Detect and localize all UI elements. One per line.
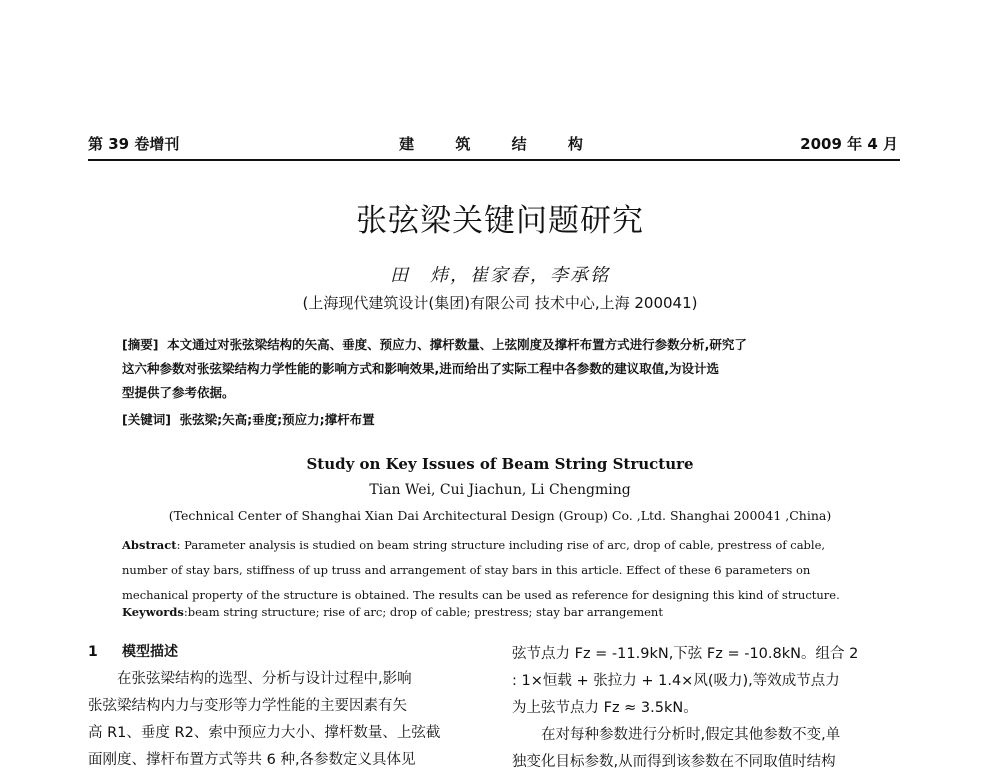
section-heading: [88, 641, 178, 661]
header-rule: [88, 159, 900, 161]
abstract-cn-line: 这六种参数对张弦梁结构力学性能的影响方式和影响效果,进而给出了实际工程中各参数的建议取值,为设计选: [122, 361, 719, 376]
body-line: 面刚度、撑杆布置方式等共 6 种,各参数定义具体见: [88, 752, 416, 768]
body-line: 为上弦节点力 Fz ≈ 3.5kN。: [512, 700, 698, 716]
abstract-cn-label: [摘要]: [122, 337, 159, 352]
keywords-en-text: :beam string structure; rise of arc; drop of cable; prestress; stay bar arrangement: [183, 605, 663, 619]
body-column-right: [512, 641, 912, 776]
abstract-cn-line: 型提供了参考依据。: [122, 385, 235, 400]
keywords-cn-text: 张弦梁;矢高;垂度;预应力;撑杆布置: [179, 412, 375, 427]
paper-title-cn: 张弦梁关键问题研究: [356, 203, 644, 239]
abstract-en-line: mechanical property of the structure is obtained. The results can be used as reference for designing this kind of structure.: [122, 588, 840, 602]
header-volume: 第 39 卷增刊: [88, 135, 180, 153]
affiliation-cn: (上海现代建筑设计(集团)有限公司 技术中心,上海 200041): [302, 294, 698, 312]
abstract-en-text: : Parameter analysis is studied on beam string structure including rise of arc, drop of cable, prestress of cable,: [176, 538, 826, 552]
authors-cn: 田 炜，崔家春，李承铭: [390, 265, 610, 286]
header-journal-name: 建 筑 结 构: [399, 135, 601, 153]
abstract-en-line: number of stay bars, stiffness of up truss and arrangement of stay bars in this article. Effect of these 6 parameters on: [122, 563, 811, 577]
keywords-cn: [122, 410, 375, 428]
body-line: 弦节点力 Fz = -11.9kN,下弦 Fz = -10.8kN。组合 2: [512, 646, 859, 662]
body-column-left: [88, 666, 488, 774]
body-line: 高 R1、垂度 R2、索中预应力大小、撑杆数量、上弦截: [88, 725, 441, 741]
keywords-en-label: Keywords: [122, 605, 184, 619]
header-date: 2009 年 4 月: [800, 135, 898, 153]
keywords-cn-label: [关键词]: [122, 412, 171, 427]
section-title: 模型描述: [122, 644, 178, 660]
body-line: 独变化目标参数,从而得到该参数在不同取值时结构: [512, 754, 836, 770]
abstract-cn-line: [122, 333, 882, 357]
paper-title-en: Study on Key Issues of Beam String Structure: [306, 455, 694, 473]
body-line: : 1×恒载 + 张拉力 + 1.4×风(吸力),等效成节点力: [512, 673, 840, 689]
affiliation-en: (Technical Center of Shanghai Xian Dai Architectural Design (Group) Co. ,Ltd. Shanghai 200041 ,China): [168, 508, 832, 523]
authors-en: Tian Wei, Cui Jiachun, Li Chengming: [369, 482, 631, 498]
abstract-cn: [122, 333, 882, 405]
abstract-en: [122, 533, 882, 608]
body-line: 在对每种参数进行分析时,假定其他参数不变,单: [512, 727, 841, 743]
keywords-en: [122, 605, 663, 619]
abstract-cn-text: 本文通过对张弦梁结构的矢高、垂度、预应力、撑杆数量、上弦刚度及撑杆布置方式进行参数分析,研究了: [167, 337, 747, 352]
abstract-en-label: Abstract: [122, 538, 177, 552]
section-number: 1: [88, 644, 98, 660]
abstract-en-line: [122, 533, 882, 558]
body-line: 在张弦梁结构的选型、分析与设计过程中,影响: [88, 671, 412, 687]
body-line: 张弦梁结构内力与变形等力学性能的主要因素有矢: [88, 698, 407, 714]
